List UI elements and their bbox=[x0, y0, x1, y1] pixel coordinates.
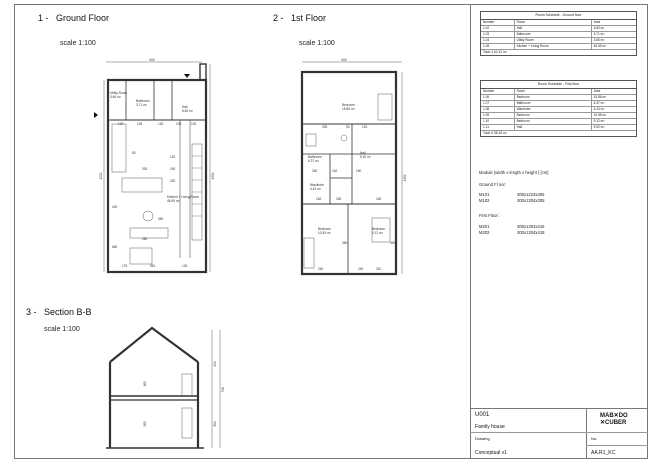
cell: 1.11 bbox=[481, 125, 515, 130]
height-dimension-right: 1304 bbox=[211, 172, 215, 180]
dimension-label: 414 bbox=[213, 361, 217, 367]
schedule-total: Total: 6 58.33 m² bbox=[483, 131, 507, 135]
dimension-label: 260 bbox=[312, 169, 318, 173]
dimension-label: 262 bbox=[316, 197, 322, 201]
company-logo bbox=[600, 413, 628, 427]
room-label: Hall bbox=[182, 105, 188, 109]
room-label: Bedroom bbox=[342, 103, 355, 107]
cell: Bathroom bbox=[515, 101, 592, 106]
column-header: Area bbox=[593, 20, 601, 24]
schedule-title: Room Schedule - Ground floor bbox=[481, 12, 636, 20]
module-code: M102 bbox=[479, 198, 490, 203]
cell: 1.07 bbox=[481, 101, 515, 106]
cell: 10.55 m² bbox=[593, 113, 607, 117]
dimension-label: 262 bbox=[318, 267, 324, 271]
dimension-label: 160 bbox=[356, 169, 362, 173]
dimension-label: 718 bbox=[221, 387, 225, 393]
dimension-label: 120 bbox=[118, 122, 124, 126]
width-dimension: 600 bbox=[341, 58, 347, 62]
room-schedule-ground bbox=[480, 11, 637, 56]
dimension-label: 175 bbox=[122, 264, 128, 268]
room-label: Hall bbox=[360, 151, 366, 155]
ground-floor-scale: scale 1:100 bbox=[60, 40, 96, 47]
view-name: Ground Floor bbox=[56, 13, 110, 23]
room-schedule-first bbox=[480, 80, 637, 137]
room-area: 5.92 m² bbox=[360, 155, 371, 159]
drawing-version: Conceptual v1 bbox=[475, 450, 507, 456]
room-label: Wardrobe bbox=[310, 183, 324, 187]
dimension-label: 120 bbox=[182, 264, 188, 268]
logo-line: MAB✕DO bbox=[600, 413, 628, 419]
room-area: 46.59 m² bbox=[167, 199, 180, 203]
ground-floor-title bbox=[38, 13, 109, 23]
dimension-label: 125 bbox=[137, 122, 143, 126]
project-name: Family house bbox=[475, 424, 505, 430]
view-name: 1st Floor bbox=[291, 13, 327, 23]
room-label: Kitchen + Living Room bbox=[167, 195, 199, 199]
module-heading: Module (width x length x height ) [cm] bbox=[479, 170, 549, 175]
cell: 3.66 m² bbox=[593, 38, 605, 42]
column-header: Room bbox=[515, 20, 592, 25]
dimension-label: 120 bbox=[362, 125, 368, 129]
ground-module-label: Ground Fl oor: bbox=[479, 182, 506, 187]
cell: 1.02 bbox=[481, 26, 515, 31]
module-size: 300x1304x415 bbox=[517, 230, 545, 235]
cell: Bedroom bbox=[515, 113, 592, 118]
first-floor-plan bbox=[292, 58, 414, 280]
view-name: Section B-B bbox=[44, 307, 92, 317]
column-header: Number bbox=[481, 20, 515, 25]
view-number: 3 - bbox=[26, 307, 37, 317]
room-area: 9.12 m² bbox=[372, 231, 383, 235]
cell: 9.12 m² bbox=[593, 119, 605, 123]
sidebar-panel bbox=[470, 4, 648, 459]
room-area: 4.43 m² bbox=[310, 187, 321, 191]
dimension-label: 310 bbox=[376, 267, 382, 271]
title-block-rule bbox=[470, 432, 648, 433]
cell: Bedroom bbox=[515, 119, 592, 124]
dimension-label: 160 bbox=[143, 381, 147, 387]
first-floor-scale: scale 1:100 bbox=[299, 40, 335, 47]
height-dimension: 1224 bbox=[99, 172, 103, 180]
room-label: Bathroom bbox=[308, 155, 322, 159]
drawing-label: Drawing bbox=[475, 436, 490, 441]
dimension-label: 152 bbox=[158, 122, 164, 126]
number-label: No: bbox=[591, 436, 598, 441]
width-dimension: 600 bbox=[149, 58, 155, 62]
view-number: 2 - bbox=[273, 13, 284, 23]
dimension-label: 240 bbox=[170, 179, 176, 183]
cell: Hall bbox=[515, 125, 592, 130]
room-label: Bathroom bbox=[136, 99, 150, 103]
dimension-label: 160 bbox=[376, 197, 382, 201]
dimension-label: 240 bbox=[358, 267, 364, 271]
first-module-label: First Floor : bbox=[479, 213, 501, 218]
dimension-label: 360 bbox=[342, 241, 348, 245]
room-label: Utility Room bbox=[110, 91, 128, 95]
dimension-label: 260 bbox=[143, 421, 147, 427]
room-area: 15.86 m² bbox=[342, 107, 355, 111]
height-dimension: 1304 bbox=[403, 174, 407, 182]
cell: Wardrobe bbox=[515, 107, 592, 112]
dimension-label: 551 bbox=[150, 264, 156, 268]
schedule-title: Room Schedule - First floor bbox=[481, 81, 636, 89]
sheet-number: AA.R1_KC bbox=[591, 450, 616, 456]
cell: 1.10 bbox=[481, 119, 515, 124]
cell: Bedroom bbox=[515, 95, 592, 100]
dimension-label: 304 bbox=[213, 421, 217, 427]
room-area: 6.37 m² bbox=[308, 159, 319, 163]
first-floor-title bbox=[273, 13, 326, 23]
column-header: Number bbox=[481, 89, 515, 94]
project-code: U001 bbox=[475, 412, 490, 418]
cell: 4.43 m² bbox=[593, 107, 605, 111]
cell: 3.71 m² bbox=[593, 32, 605, 36]
dimension-label: 400 bbox=[390, 241, 396, 245]
cell: 5.92 m² bbox=[593, 125, 605, 129]
cell: Kitchen + Living Room bbox=[515, 44, 592, 49]
cell: 6.37 m² bbox=[593, 101, 605, 105]
cell: 1.08 bbox=[481, 107, 515, 112]
view-number: 1 - bbox=[38, 13, 49, 23]
cell: 8.83 m² bbox=[593, 26, 605, 30]
cell: 1.04 bbox=[481, 38, 515, 43]
room-area: 8.83 m² bbox=[182, 109, 193, 113]
cell: 1.05 bbox=[481, 44, 515, 49]
module-code: M202 bbox=[479, 230, 490, 235]
section-drawing bbox=[104, 326, 226, 456]
schedule-total: Total: 4 62.41 m² bbox=[483, 50, 507, 54]
room-label: Bedroom bbox=[372, 227, 385, 231]
cell: 15.86 m² bbox=[593, 95, 607, 99]
column-header: Area bbox=[593, 89, 601, 93]
room-area: 3.71 m² bbox=[136, 103, 147, 107]
column-header: Room bbox=[515, 89, 592, 94]
module-size: 300x1304x305 bbox=[517, 198, 545, 203]
dimension-label: 350 bbox=[158, 217, 164, 221]
ground-floor-plan bbox=[82, 58, 222, 280]
dimension-label: 180 bbox=[336, 197, 342, 201]
cell: Hall bbox=[515, 26, 592, 31]
dimension-label: 93 bbox=[346, 125, 350, 129]
cell: 46.59 m² bbox=[593, 44, 607, 48]
module-code: M201 bbox=[479, 224, 490, 229]
module-size: 300x1224x305 bbox=[517, 192, 545, 197]
dimension-label: 162 bbox=[332, 169, 338, 173]
cell: Bathroom bbox=[515, 32, 592, 37]
section-title bbox=[26, 307, 92, 317]
dimension-label: 280 bbox=[142, 237, 148, 241]
logo-line: ✕CUBER bbox=[600, 420, 627, 426]
room-area: 3.66 m² bbox=[110, 95, 121, 99]
dimension-label: 150 bbox=[170, 167, 176, 171]
cell: Utility Room bbox=[515, 38, 592, 43]
module-size: 300x1304x415 bbox=[517, 224, 545, 229]
title-block-divider bbox=[586, 408, 587, 459]
cell: 1.09 bbox=[481, 113, 515, 118]
dimension-label: 100 bbox=[191, 122, 197, 126]
room-label: Bedroom bbox=[318, 227, 331, 231]
module-code: M101 bbox=[479, 192, 490, 197]
section-scale: scale 1:100 bbox=[44, 326, 80, 333]
cell: 1.03 bbox=[481, 32, 515, 37]
title-block-rule bbox=[586, 445, 648, 446]
dimension-label: 130 bbox=[176, 122, 182, 126]
dimension-label: 400 bbox=[112, 205, 118, 209]
room-area: 10.55 m² bbox=[318, 231, 331, 235]
dimension-label: 330 bbox=[322, 125, 328, 129]
dimension-label: 660 bbox=[112, 245, 118, 249]
dimension-label: 50 bbox=[132, 151, 136, 155]
dimension-label: 120 bbox=[170, 155, 176, 159]
cell: 1.06 bbox=[481, 95, 515, 100]
dimension-label: 200 bbox=[142, 167, 148, 171]
